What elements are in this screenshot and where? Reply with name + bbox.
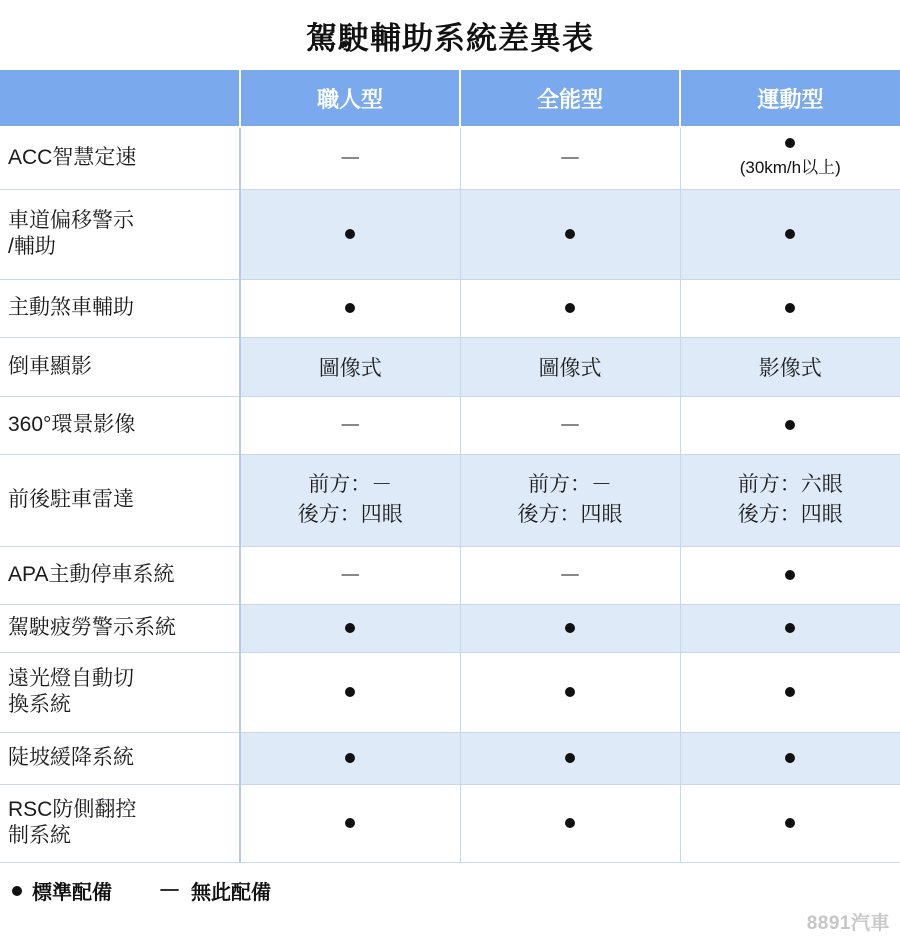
dash-icon: － [338,561,362,588]
header-cell-trim-1: 職人型 [240,70,460,127]
feature-value [240,127,460,189]
table-row [0,127,900,189]
table-row [0,604,900,652]
feature-value [460,396,680,454]
page-title: 駕駛輔助系統差異表 [306,20,594,56]
bullet-dot-icon [565,303,575,313]
bullet-dot-icon [565,753,575,763]
value-line1: 前方：－ [308,472,393,496]
header-cell-blank [0,70,240,127]
bullet-dot-icon [345,229,355,239]
bullet-dot-icon [565,687,575,697]
feature-label [0,784,240,862]
feature-value [460,732,680,784]
feature-label-line2: 制系統 [8,824,71,847]
watermark: 8891汽車 [806,913,890,934]
bullet-dot-icon [785,229,795,239]
feature-value [460,604,680,652]
bullet-dot-icon [345,303,355,313]
bullet-dot-icon [565,818,575,828]
table-row [0,396,900,454]
feature-value [240,396,460,454]
feature-value [680,652,900,732]
feature-value [240,784,460,862]
value-note: (30km/h以上) [739,158,841,178]
feature-value [680,454,900,546]
table-header [0,70,900,127]
table-row [0,189,900,279]
feature-value [460,546,680,604]
bullet-dot-icon [785,623,795,633]
bullet-dot-icon [345,818,355,828]
feature-value [680,732,900,784]
feature-value [240,732,460,784]
feature-label: 駕駛疲勞警示系統 [0,604,240,652]
dash-icon: － [338,145,362,172]
value-line1: 前方：六眼 [737,472,843,496]
value-line2: 後方：四眼 [737,503,843,526]
table-row [0,732,900,784]
bullet-dot-icon [565,623,575,633]
feature-value: 圖像式 [460,337,680,396]
table-row [0,337,900,396]
bullet-dot-icon [785,753,795,763]
feature-value [680,279,900,337]
feature-label: 陡坡緩降系統 [0,732,240,784]
feature-value: 影像式 [680,337,900,396]
feature-label [0,189,240,279]
bullet-dot-icon [785,818,795,828]
bullet-dot-icon [785,420,795,430]
bullet-dot-icon [345,687,355,697]
table-row [0,546,900,604]
feature-label: 360°環景影像 [0,396,240,454]
feature-label: ACC智慧定速 [0,127,240,189]
feature-label [0,652,240,732]
table-body [0,127,900,862]
dash-icon: － [558,561,582,588]
feature-value [460,454,680,546]
bullet-dot-icon [785,570,795,580]
feature-label: APA主動停車系統 [0,546,240,604]
table-row [0,652,900,732]
feature-value [680,546,900,604]
feature-value [460,127,680,189]
bullet-dot-icon [785,303,795,313]
feature-label-line2: 換系統 [8,693,71,716]
table-row [0,784,900,862]
dash-icon: － [558,411,582,438]
feature-value [240,189,460,279]
feature-value [240,604,460,652]
header-cell-trim-2: 全能型 [460,70,680,127]
legend [0,863,900,919]
feature-value [680,784,900,862]
feature-value [680,127,900,189]
feature-value [460,784,680,862]
feature-label-line1: RSC防側翻控 [8,798,137,822]
legend-none-label: 無此配備 [191,882,271,904]
bullet-dot-icon [345,623,355,633]
feature-value: 圖像式 [240,337,460,396]
feature-label-line1: 車道偏移警示 [8,209,134,233]
feature-value [460,189,680,279]
bullet-dot-icon [785,687,795,697]
bullet-dot-icon [345,753,355,763]
header-cell-trim-3: 運動型 [680,70,900,127]
feature-value [680,189,900,279]
feature-value [460,652,680,732]
feature-label: 主動煞車輔助 [0,279,240,337]
feature-label: 前後駐車雷達 [0,454,240,546]
feature-value [240,279,460,337]
feature-value [680,604,900,652]
table-row [0,279,900,337]
value-line1: 前方：－ [528,472,612,496]
feature-value [240,546,460,604]
feature-label-line1: 遠光燈自動切 [8,667,134,691]
spec-table [0,70,900,863]
value-line2: 後方：四眼 [517,503,623,526]
feature-value [240,454,460,546]
dash-icon: － [558,145,582,172]
dash-icon: － [338,411,362,438]
table-row [0,454,900,546]
legend-dash-icon: － [158,877,181,903]
legend-dot-icon [12,886,22,896]
bullet-dot-icon [785,138,795,148]
legend-standard-label: 標準配備 [32,882,112,904]
feature-value [680,396,900,454]
feature-label: 倒車顯影 [0,337,240,396]
feature-value [460,279,680,337]
value-line2: 後方：四眼 [297,503,403,526]
feature-value [240,652,460,732]
bullet-dot-icon [565,229,575,239]
feature-label-line2: /輔助 [8,235,56,258]
